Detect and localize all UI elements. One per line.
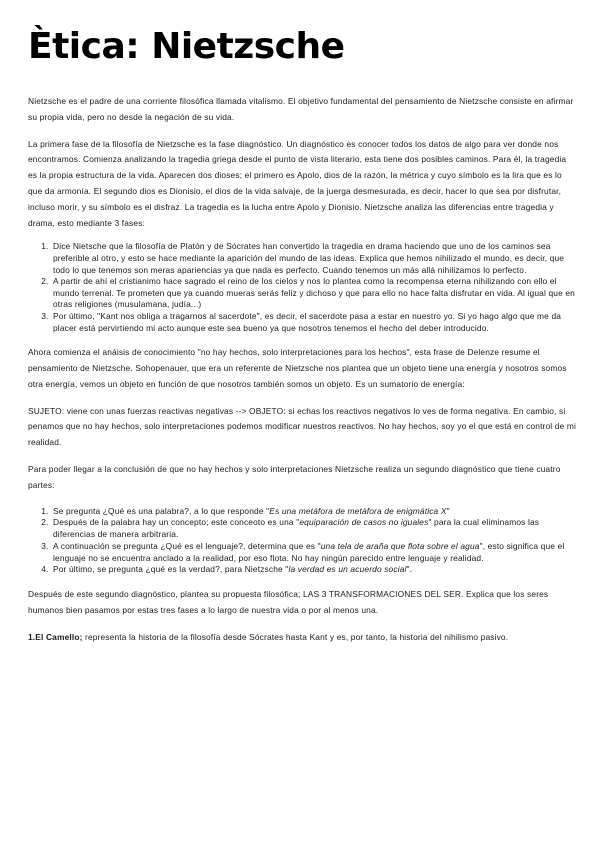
list-item: 1. Se pregunta ¿Qué es una palabra?, a lo que responde "Es una metáfora de metáfora de enigmática X" (51, 506, 576, 518)
list-item: 2. A partir de ahí el cristianimo hace sagrado el reino de los cielos y nos lo plantea como la recompensa eterna nihilizando con ello el mundo terrenal. Te prometen que ya cuando mueras serás feliz y dichoso y que para ello no hace falta disfrutar en vida. Al igual que en otras religiones (musulamana, judía...) (51, 276, 576, 311)
paragraph-transformations: Después de este segundo diagnóstico, plantea su propuesta filosófica; LAS 3 TRANSFORMACIONES DEL SER. Explica que los seres humanos bien pasamos por estas tres fases a lo largo de nuestra vida o por al menos una. (28, 589, 549, 616)
second-diagnostic-list (28, 506, 576, 577)
paragraph-subject-object: SUJETO: viene con unas fuerzas reactivas negativas --> OBJETO: si echas los reactivos negativos lo ves de forma negativa. En cambio, si penamos que no hay hechos, solo interpretaciones podemos modificar nuestros reactivos. No hay hechos, soy yo el que está en control de mi realidad. (28, 405, 577, 448)
paragraph-knowledge-analysis: Ahora comienza el anáisis de conocimiento "no hay hechos, solo interpretaciones para los hechos", esta frase de Delenze resume el pensamiento de Nietzsche. Sohopenauer, que era un referente de Nietzsche nos plantea que un objeto tiene una energía y nosotros somos otra energía, vemos un objeto en función de que nosotros también somos un objeto. Es un sumatorio de energía: (28, 347, 567, 389)
paragraph-camel: 1.El Camello; representa la historia de la filosofía desde Sócrates hasta Kant y es, por tanto, la historia del nihilismo pasivo. (28, 631, 509, 642)
page-title: Ètica: Nietzsche (28, 26, 345, 67)
list-item: 1. Dice Nietsche que la filosofía de Platón y de Sócrates han convertido la tragedia en drama haciendo que uno de los caminos sea preferible al otro, y esto se hace mediante la aparición del mundo de las ideas. Explica que hemos nihilizado el mundo, es decir, que todo lo que tenemos son meras apariencias ya que nada es perfecto. Cuando tenemos un más allá nihilizamos lo perfecto. (51, 241, 576, 276)
list-item: 3. A continuación se pregunta ¿Qué es el lenguaje?, determina que es "una tela de araña que flota sobre el agua", esto significa que el lenguaje no se encuentra anclado a la realidad, por eso flota. No hay ningún parecido entre lenguaje y realidad. (51, 541, 576, 565)
document-page (28, 22, 576, 646)
list-item: 3. Por último, "Kant nos obliga a tragarnos al sacerdote", es decir, el sacerdote pasa a estar en nuestro yo. Si yo hago algo que me da placer está pervirtiendo mi acto aunque este sea bueno ya que nosotros tenemos el hecho del deber introducido. (51, 311, 576, 334)
paragraph-intro: Nietzsche es el padre de una corriente filosófica llamada vitalismo. El objetivo fundamental del pensamiento de Nietzsche consiste en afirmar su propia vida, pero no desde la negación de su vida. (28, 96, 574, 122)
list-item: 4. Por último, se pregunta ¿qué es la verdad?, para Nietzsche "la verdad es un acuerdo social". (51, 564, 576, 576)
paragraph-diagnostic-phase: La primera fase de la filosofía de Nietzsche es la fase diagnóstico. Un diagnóstico es conocer todos los datos de algo para ver donde nos encontramos. Comienza analizando la tragedia griega desde el punto de vista literario, esta tiene dos posibles caminos. Para él, la tragedia es la propia estructura de la vida. Aparecen dos dioses; el primero es Apolo, dios de la razón, la métrica y cuyo símbolo es la lira que es lo que da armonía. El segundo dios es Dionisio, el dios de la vida salvaje, de la juerga desmesurada, es decir, hacer lo que sea por disfrutar, incluso morir, y su símbolo es el disfraz. La tragedia es la lucha entre Apolo y Dionisio. Nietzsche analiza las diferencias entre tragedia y drama, esto mediante 3 fases: (28, 138, 567, 228)
paragraph-second-diagnostic: Para poder llegar a la conclusión de que no hay hechos y solo interpretaciones Nietzsche realiza un segundo diagnóstico que tiene cuatro partes: (28, 463, 561, 490)
list-item: 2. Después de la palabra hay un concepto; este conceoto es una "equiparación de casos no iguales" para la cual eliminamos las diferencias de manera arbitraria. (51, 517, 576, 541)
phases-list (28, 241, 576, 334)
